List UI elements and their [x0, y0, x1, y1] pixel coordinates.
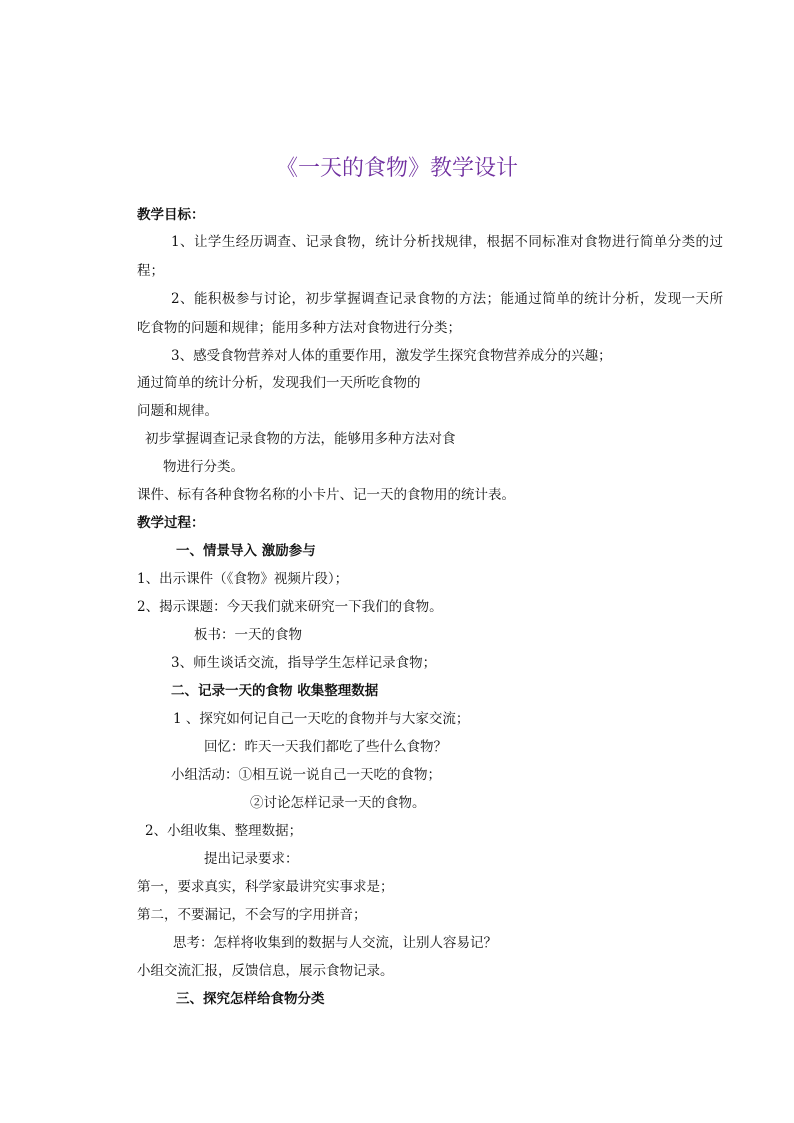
- section-1-step-3: 3、师生谈话交流，指导学生怎样记录食物；: [171, 655, 437, 671]
- section-1-step-1: 1、出示课件（《食物》视频片段）；: [137, 571, 349, 587]
- section-1-step-2: 2、揭示课题：今天我们就来研究一下我们的食物。: [137, 599, 443, 615]
- goals-heading: 教学目标：: [137, 207, 205, 223]
- goal-3: 3、感受食物营养对人体的重要作用，激发学生探究食物营养成分的兴趣；: [171, 348, 612, 364]
- difficulty-line-1: 初步掌握调查记录食物的方法，能够用多种方法对食: [145, 431, 456, 447]
- section-2-report: 小组交流汇报，反馈信息，展示食物记录。: [137, 963, 394, 979]
- preparation-line: 课件、标有各种食物名称的小卡片、记一天的食物用的统计表。: [137, 487, 515, 503]
- section-2-first: 第一，要求真实，科学家最讲究实事求是；: [137, 879, 394, 895]
- section-2-step-2: 2、小组收集、整理数据；: [145, 823, 303, 839]
- section-2-recall: 回忆：昨天一天我们都吃了些什么食物？: [204, 739, 447, 755]
- section-1-blackboard: 板书：一天的食物: [194, 627, 302, 643]
- key-point-line-1: 通过简单的统计分析，发现我们一天所吃食物的: [137, 375, 421, 391]
- section-2-heading: 二、记录一天的食物 收集整理数据: [171, 683, 379, 699]
- section-2-group-activity: 小组活动：①相互说一说自己一天吃的食物；: [171, 767, 441, 783]
- section-2-requirements: 提出记录要求：: [204, 851, 299, 867]
- goal-2-line-2: 吃食物的问题和规律；能用多种方法对食物进行分类；: [137, 320, 461, 336]
- section-2-step-1: 1 、探究如何记自己一天吃的食物并与大家交流；: [173, 711, 470, 727]
- key-point-line-2: 问题和规律。: [137, 403, 218, 419]
- section-2-second: 第二，不要漏记，不会写的字用拼音；: [137, 907, 367, 923]
- section-2-group-activity-2: ②讨论怎样记录一天的食物。: [250, 795, 426, 811]
- goal-1-line-2: 程；: [137, 263, 164, 279]
- section-3-heading: 三、探究怎样给食物分类: [176, 991, 325, 1007]
- process-heading: 教学过程：: [137, 515, 205, 531]
- goal-2-line-1: 2、能积极参与讨论，初步掌握调查记录食物的方法；能通过简单的统计分析，发现一天所: [171, 291, 723, 307]
- section-1-heading: 一、情景导入 激励参与: [176, 543, 316, 559]
- goal-1-line-1: 1、让学生经历调查、记录食物，统计分析找规律，根据不同标准对食物进行简单分类的过: [171, 234, 723, 250]
- document-title: 《一天的食物》教学设计: [275, 156, 518, 181]
- section-2-think: 思考：怎样将收集到的数据与人交流，让别人容易记？: [173, 935, 497, 951]
- difficulty-line-2: 物进行分类。: [163, 459, 244, 475]
